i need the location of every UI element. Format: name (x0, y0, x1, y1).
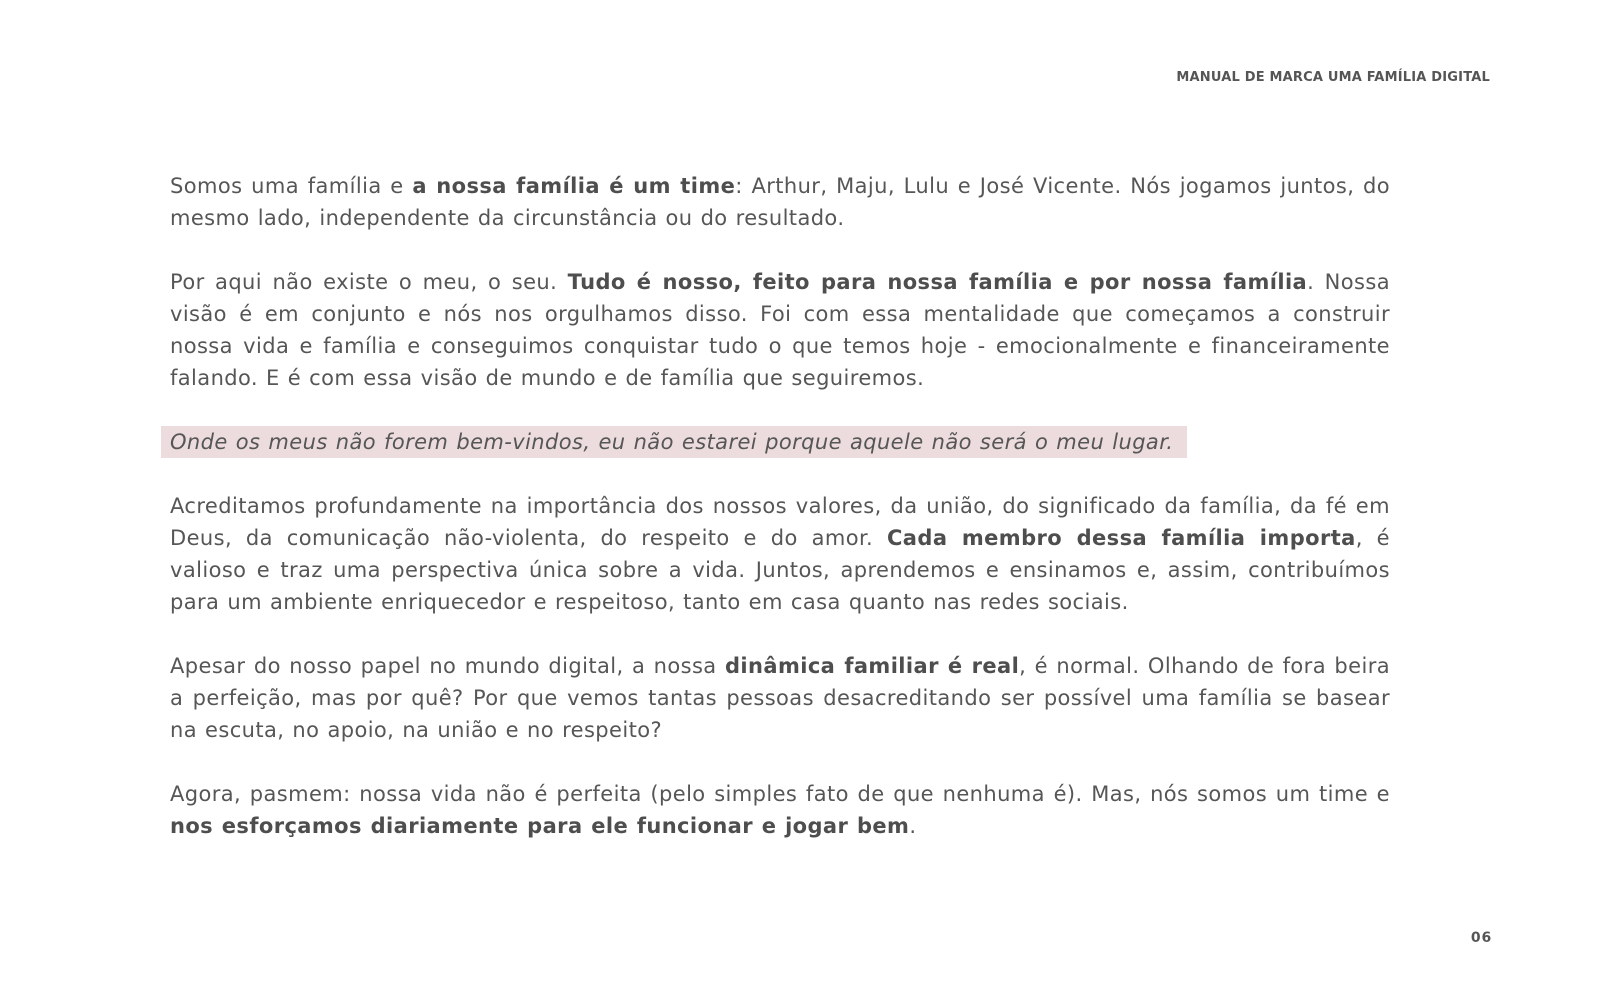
paragraph-text: , é valioso e traz uma perspectiva única sobre a vida. Juntos, aprendemos e ensinamos e, assim, contribuímos para um ambiente enriquecedor e respeitoso, tanto em casa quanto nas redes sociais. (170, 526, 1390, 614)
paragraph-text: Agora, pasmem: nossa vida não é perfeita (pelo simples fato de que nenhuma é). Mas, nós somos um time e (170, 782, 1390, 806)
paragraph-effort (170, 778, 1390, 842)
paragraph-text: Por aqui não existe o meu, o seu. (170, 270, 568, 294)
document-body (170, 170, 1390, 874)
paragraph-text: Acreditamos profundamente na importância dos nossos valores, da união, do significado da família, da fé em Deus, da comunicação não-violenta, do respeito e do amor. (170, 494, 1390, 550)
page-header-title: MANUAL DE MARCA UMA FAMÍLIA DIGITAL (1176, 70, 1490, 85)
paragraph-emphasis: Tudo é nosso, feito para nossa família e por nossa família (567, 270, 1308, 294)
paragraph-emphasis: nos esforçamos diariamente para ele funcionar e jogar bem (170, 814, 910, 838)
paragraph-values (170, 490, 1390, 618)
page-number: 06 (1470, 930, 1492, 946)
paragraph-ours (170, 266, 1390, 394)
paragraph-text: . Nossa visão é em conjunto e nós nos orgulhamos disso. Foi com essa mentalidade que começamos a construir nossa vida e família e conseguimos conquistar tudo o que temos hoje - emocionalmente e financeiramente falando. E é com essa visão de mundo e de família que seguiremos. (170, 270, 1390, 390)
paragraph-text: Somos uma família e (170, 174, 413, 198)
paragraph-emphasis: a nossa família é um time (412, 174, 736, 198)
paragraph-team (170, 170, 1390, 234)
paragraph-dynamics (170, 650, 1390, 746)
paragraph-text: . (909, 814, 917, 838)
paragraph-text: , é normal. Olhando de fora beira a perfeição, mas por quê? Por que vemos tantas pessoas desacreditando ser possível uma família se basear na escuta, no apoio, na união e no respeito? (170, 654, 1391, 742)
paragraph-text: : Arthur, Maju, Lulu e José Vicente. Nós jogamos juntos, do mesmo lado, independente da circunstância ou do resultado. (170, 174, 1390, 230)
paragraph-emphasis: Cada membro dessa família importa (887, 526, 1356, 550)
highlighted-quote: Onde os meus não forem bem-vindos, eu não estarei porque aquele não será o meu lugar. (161, 426, 1187, 458)
paragraph-emphasis: dinâmica familiar é real (725, 654, 1020, 678)
paragraph-text: Apesar do nosso papel no mundo digital, a nossa (170, 654, 725, 678)
